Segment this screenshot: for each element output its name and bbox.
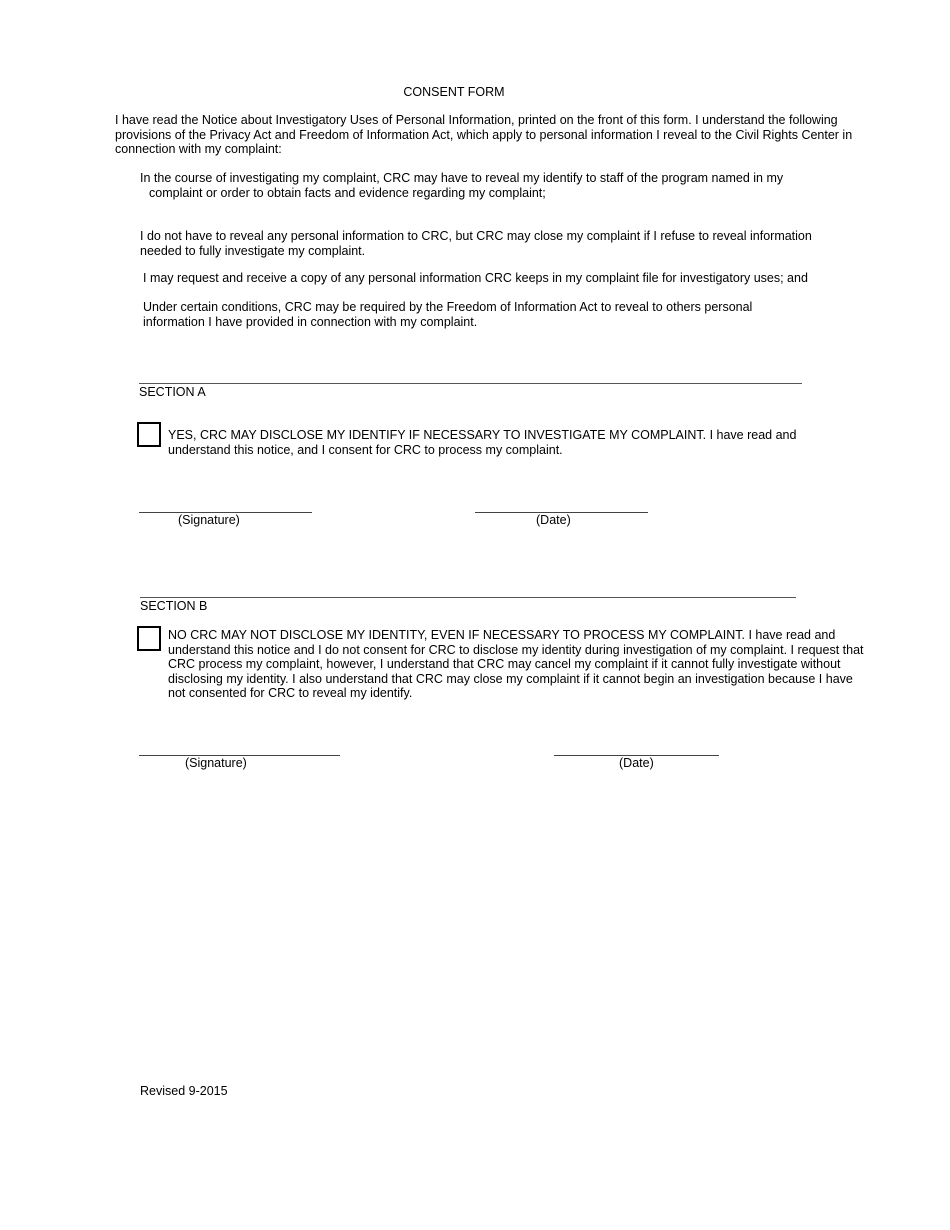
provision-request-copy: I may request and receive a copy of any personal information CRC keeps in my complaint file for investigatory uses; and bbox=[143, 271, 808, 285]
section-a-divider bbox=[139, 383, 802, 384]
section-a-consent-checkbox[interactable] bbox=[137, 422, 161, 447]
section-b-nonconsent-checkbox[interactable] bbox=[137, 626, 161, 651]
provision-identity-line1: In the course of investigating my complaint, CRC may have to reveal my identify to staff of the program named in my bbox=[140, 171, 784, 185]
provision-identity-line2: complaint or order to obtain facts and evidence regarding my complaint; bbox=[149, 185, 546, 200]
section-b-signature-label: (Signature) bbox=[185, 756, 247, 770]
intro-paragraph: I have read the Notice about Investigatory Uses of Personal Information, printed on the front of this form. I understand the following provisions of the Privacy Act and Freedom of Information Act, which apply to personal information I reveal to the Civil Rights Center in connection with my complaint: bbox=[115, 113, 853, 156]
section-b-heading: SECTION B bbox=[140, 599, 208, 613]
provision-not-required: I do not have to reveal any personal information to CRC, but CRC may close my complaint if I refuse to reveal information needed to fully investigate my complaint. bbox=[140, 229, 812, 258]
section-a-statement: YES, CRC MAY DISCLOSE MY IDENTIFY IF NECESSARY TO INVESTIGATE MY COMPLAINT. I have read and understand this notice, and I consent for CRC to process my complaint. bbox=[168, 428, 797, 457]
revision-note: Revised 9-2015 bbox=[140, 1084, 228, 1098]
section-b-divider bbox=[140, 597, 796, 598]
section-b-date-label: (Date) bbox=[619, 756, 654, 770]
section-a-signature-label: (Signature) bbox=[178, 513, 240, 527]
provision-identity-disclosure bbox=[140, 171, 800, 200]
section-b-statement: NO CRC MAY NOT DISCLOSE MY IDENTITY, EVEN IF NECESSARY TO PROCESS MY COMPLAINT. I have read and understand this notice and I do not consent for CRC to disclose my identity during investigation of my complaint. I request that CRC process my complaint, however, I understand that CRC may cancel my complaint if it cannot fully investigate without disclosing my identity. I also understand that CRC may close my complaint if it cannot begin an investigation because I have not consented for CRC to reveal my identify. bbox=[168, 628, 864, 700]
section-a-heading: SECTION A bbox=[139, 385, 206, 399]
form-title: CONSENT FORM bbox=[403, 85, 505, 99]
provision-foia: Under certain conditions, CRC may be required by the Freedom of Information Act to reveal to others personal information I have provided in connection with my complaint. bbox=[143, 300, 753, 329]
section-a-date-label: (Date) bbox=[536, 513, 571, 527]
